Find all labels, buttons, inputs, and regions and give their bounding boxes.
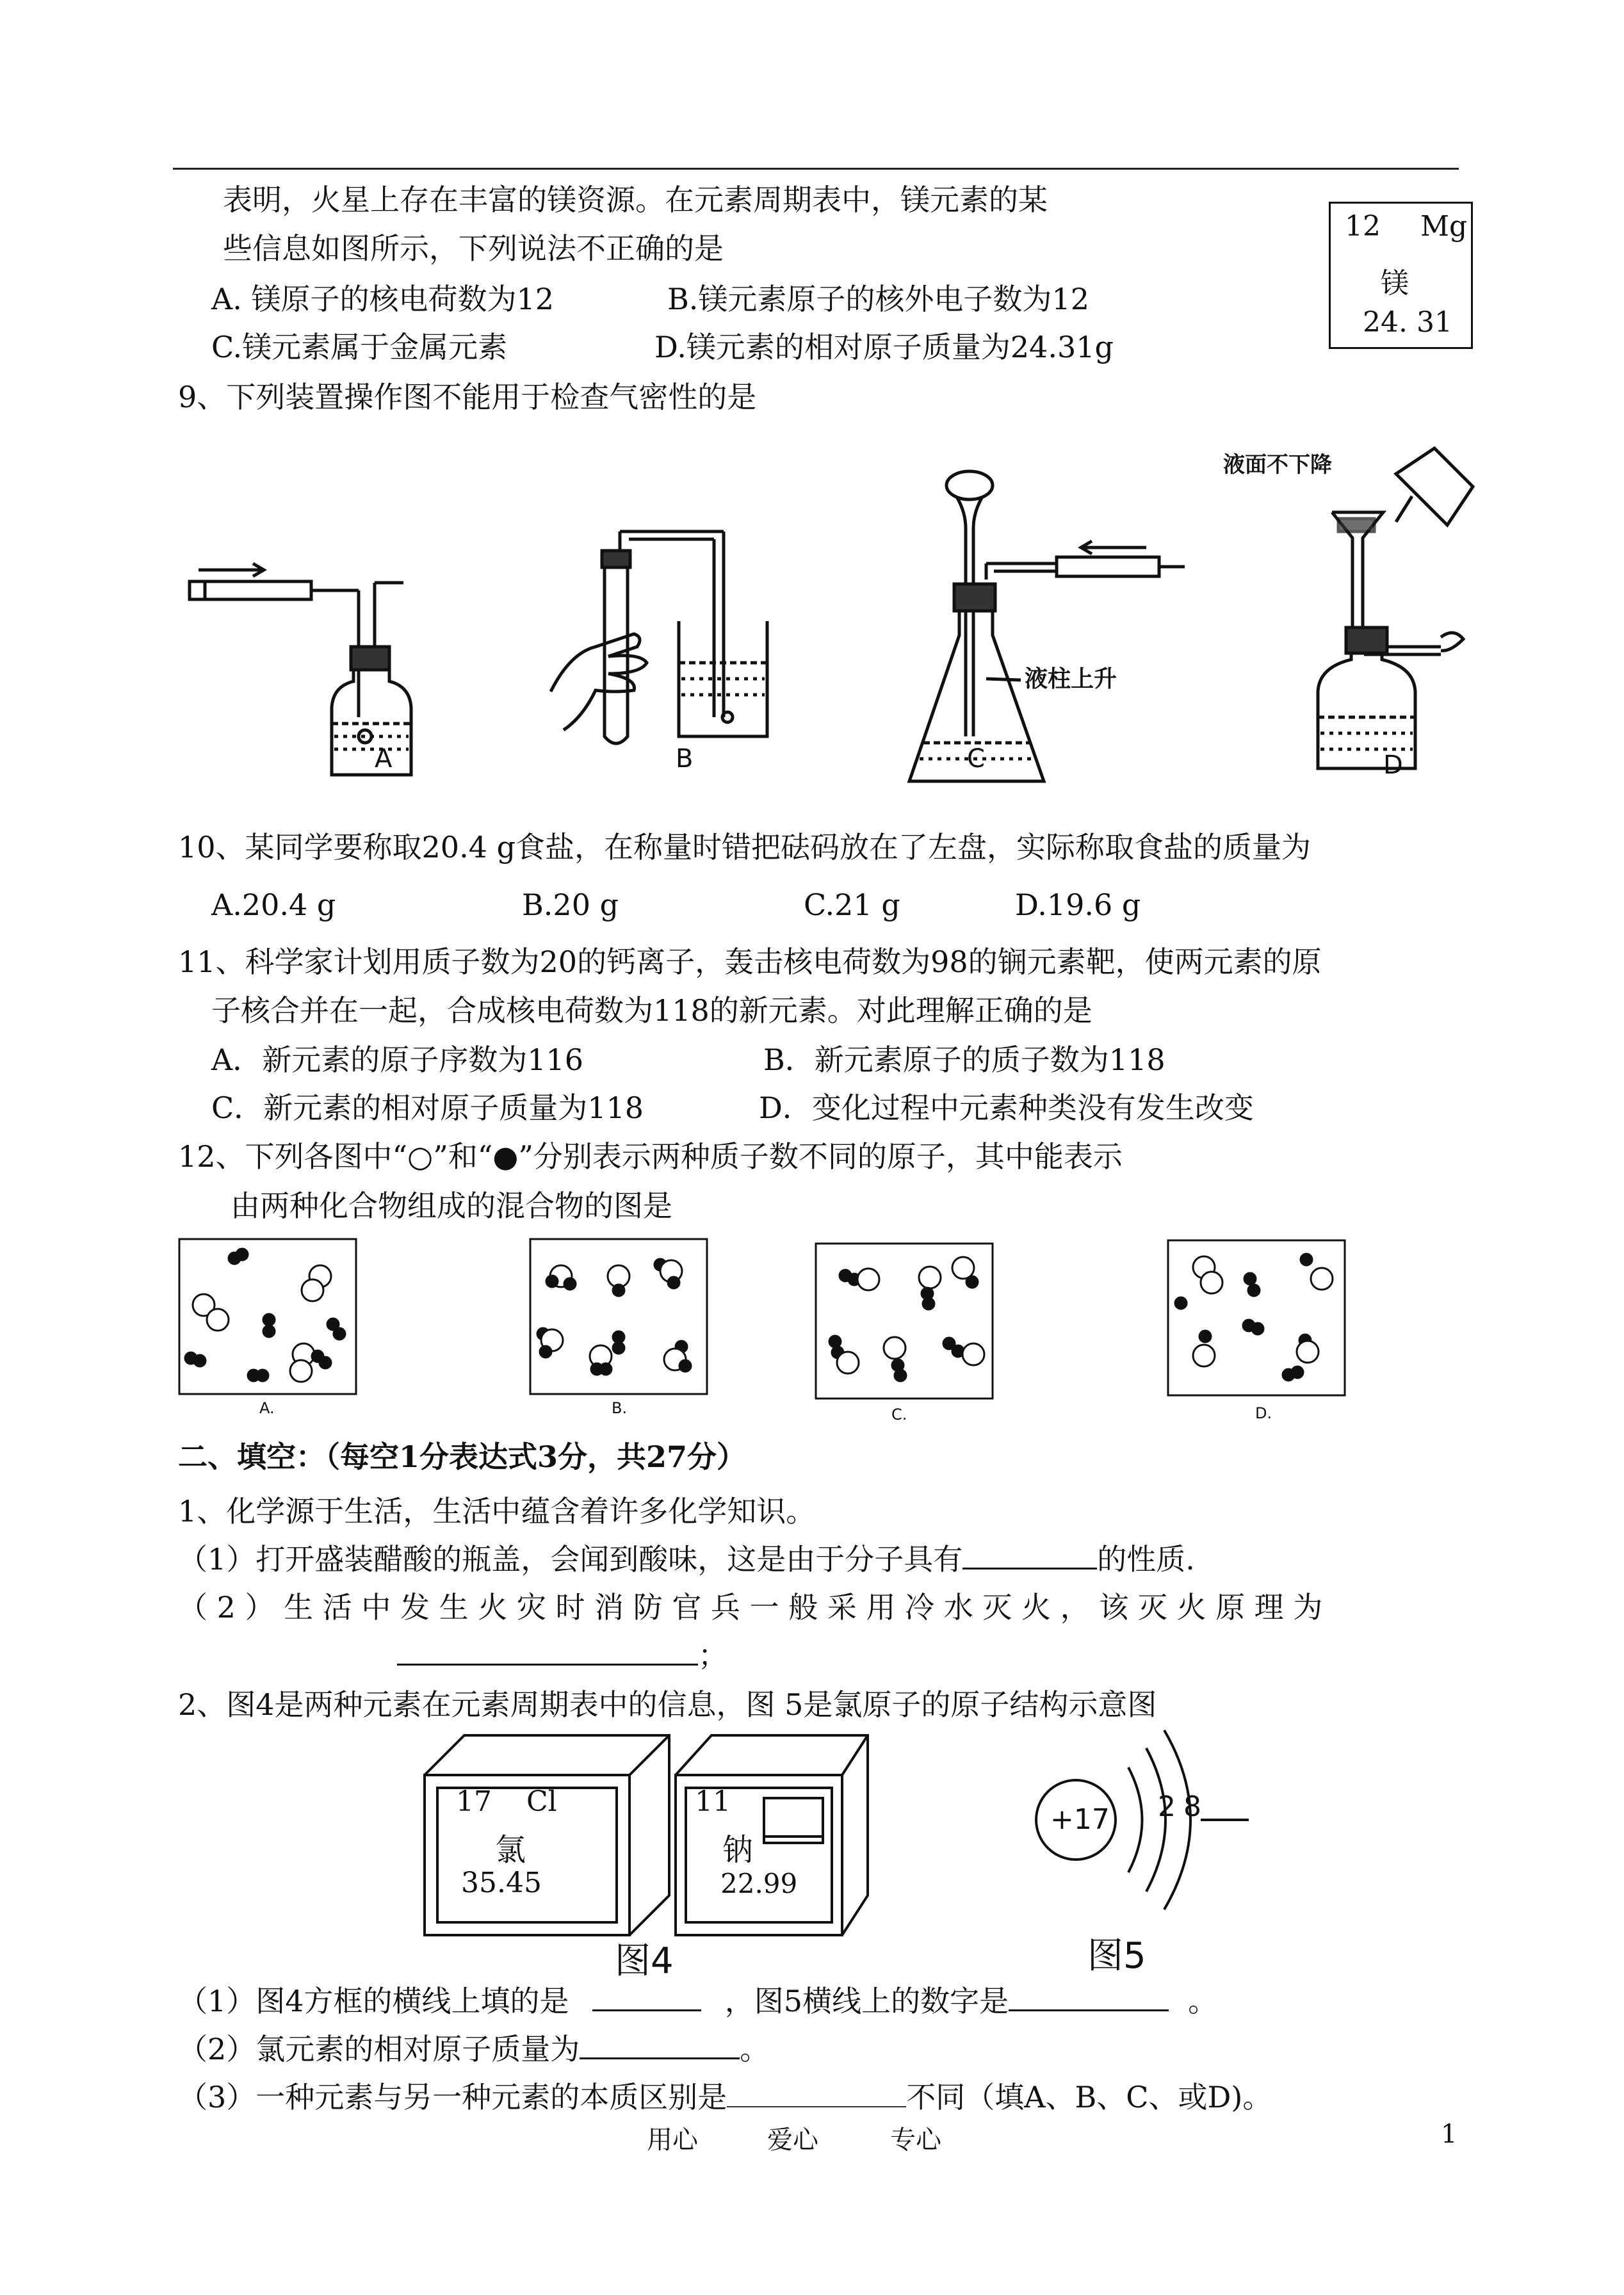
magnesium-element-box xyxy=(1329,202,1473,349)
s2-q2-part1-mid: ，图5横线上的数字是 xyxy=(724,1984,1009,2018)
particle-box-a xyxy=(178,1238,359,1397)
fig4-na-name: 钠 xyxy=(722,1832,754,1868)
apparatus-c-label: C xyxy=(967,744,985,774)
s2-q1-part2-blank[interactable] xyxy=(397,1638,698,1666)
q10-option-d: D.19.6 g xyxy=(1015,888,1141,922)
apparatus-c-note: 液柱上升 xyxy=(1025,666,1117,692)
apparatus-d-figure xyxy=(1294,435,1486,794)
mg-mass: 24. 31 xyxy=(1363,306,1452,339)
s2-q2-part3-end: 不同（填A、B、C、或D)。 xyxy=(906,2080,1272,2114)
footer-motto-3: 专心 xyxy=(890,2125,941,2155)
q8-option-b: B.镁元素原子的核外电子数为12 xyxy=(667,282,1089,316)
fig5-shell1: 2 xyxy=(1158,1790,1176,1823)
s2-q1-part2-end: ； xyxy=(698,1638,727,1673)
s2-q2-part1-end: 。 xyxy=(1188,1984,1218,2018)
s2-q1-part1 xyxy=(178,1540,1195,1578)
apparatus-a-label: A xyxy=(375,744,393,774)
figure4-caption: 图4 xyxy=(615,1940,674,1982)
apparatus-c-figure xyxy=(890,467,1198,794)
q8-line2: 些信息如图所示，下列说法不正确的是 xyxy=(223,231,724,266)
s2-q1-part1-blank[interactable] xyxy=(962,1542,1097,1569)
footer-motto-2: 爱心 xyxy=(767,2125,818,2155)
particle-box-b-label: B. xyxy=(612,1399,628,1417)
q8-line1: 表明，火星上存在丰富的镁资源。在元素周期表中，镁元素的某 xyxy=(223,182,1048,217)
s2-q1-stem: 1、化学源于生活，生活中蕴含着许多化学知识。 xyxy=(178,1494,816,1529)
q11-option-c: C．新元素的相对原子质量为118 xyxy=(211,1091,644,1125)
page-number: 1 xyxy=(1441,2120,1458,2149)
particle-box-c-label: C. xyxy=(891,1406,907,1423)
fig4-na-mass: 22.99 xyxy=(720,1868,798,1899)
particle-box-d-label: D. xyxy=(1255,1404,1272,1422)
s2-q2-part3-text: （3）一种元素与另一种元素的本质区别是 xyxy=(178,2080,727,2114)
s2-q2-part1-blank1[interactable] xyxy=(592,1984,701,2011)
fig4-na-number: 11 xyxy=(695,1785,731,1818)
s2-q1-part2: （ 2 ） 生 活 中 发 生 火 灾 时 消 防 官 兵 一 般 采 用 冷 水 灭 火 ， 该 灭 火 原 理 为 xyxy=(178,1590,1323,1625)
s2-q1-part2-answer xyxy=(397,1636,727,1675)
q11-option-d: D．变化过程中元素种类没有发生改变 xyxy=(759,1091,1254,1125)
figure5-caption: 图5 xyxy=(1087,1935,1146,1977)
particle-box-c xyxy=(815,1242,995,1401)
q11-option-a: A．新元素的原子序数为116 xyxy=(211,1042,584,1077)
q10-option-a: A.20.4 g xyxy=(211,888,336,922)
apparatus-b-label: B xyxy=(676,744,694,774)
q10-stem: 10、某同学要称取20.4 g食盐，在称量时错把砝码放在了左盘，实际称取食盐的质量为 xyxy=(178,830,1311,864)
s2-q2-part2-text: （2）氯元素的相对原子质量为 xyxy=(178,2032,580,2066)
s2-q2-part3-blank[interactable] xyxy=(727,2080,906,2107)
fig5-shell2: 8 xyxy=(1183,1790,1201,1823)
q10-option-c: C.21 g xyxy=(804,888,900,922)
s2-q2-part2 xyxy=(178,2030,769,2068)
fig4-cl-name: 氯 xyxy=(495,1832,526,1868)
fig4-cl-mass: 35.45 xyxy=(461,1867,542,1899)
s2-q2-part2-end: 。 xyxy=(740,2032,770,2066)
s2-q2-part1-blank2[interactable] xyxy=(1009,1984,1169,2011)
apparatus-a-figure xyxy=(186,544,455,800)
mg-symbol: Mg xyxy=(1420,210,1468,243)
apparatus-d-note: 液面不下降 xyxy=(1223,452,1332,478)
s2-q2-part3 xyxy=(178,2078,1272,2116)
mg-name: 镁 xyxy=(1381,267,1409,300)
s2-q2-stem: 2、图4是两种元素在元素周期表中的信息，图 5是氯原子的原子结构示意图 xyxy=(178,1687,1157,1722)
q9-stem: 9、下列装置操作图不能用于检查气密性的是 xyxy=(178,380,757,414)
apparatus-d-label: D xyxy=(1383,750,1403,780)
footer-motto-1: 用心 xyxy=(647,2125,698,2155)
s2-q2-part1 xyxy=(178,1982,1217,2020)
q12-line2: 由两种化合物组成的混合物的图是 xyxy=(231,1188,672,1223)
fig4-cl-number: 17 xyxy=(456,1785,492,1818)
particle-box-a-label: A. xyxy=(259,1399,275,1417)
q11-line2: 子核合并在一起，合成核电荷数为118的新元素。对此理解正确的是 xyxy=(211,993,1092,1028)
q12-line1: 12、下列各图中“○”和“●”分别表示两种质子数不同的原子，其中能表示 xyxy=(178,1139,1123,1174)
q10-option-b: B.20 g xyxy=(522,888,619,922)
particle-box-b xyxy=(529,1238,710,1397)
mg-number: 12 xyxy=(1345,210,1381,243)
fig5-nucleus: +17 xyxy=(1050,1803,1110,1836)
q11-option-b: B．新元素原子的质子数为118 xyxy=(763,1042,1165,1077)
q8-option-a: A. 镁原子的核电荷数为12 xyxy=(211,282,554,316)
q8-option-c: C.镁元素属于金属元素 xyxy=(211,330,508,364)
figure4-element-boxes xyxy=(419,1729,868,1959)
section2-title: 二、填空：（每空1分表达式3分，共27分） xyxy=(178,1439,747,1474)
particle-box-d xyxy=(1167,1239,1347,1398)
s2-q1-part1-text: （1）打开盛装醋酸的瓶盖，会闻到酸味，这是由于分子具有 xyxy=(178,1542,963,1577)
q8-option-d: D.镁元素的相对原子质量为24.31g xyxy=(654,330,1114,364)
q11-line1: 11、科学家计划用质子数为20的钙离子，轰击核电荷数为98的锎元素靶，使两元素的原 xyxy=(178,945,1322,979)
s2-q1-part1-tail: 的性质. xyxy=(1097,1542,1195,1577)
s2-q2-part2-blank[interactable] xyxy=(580,2032,740,2059)
header-rule xyxy=(173,168,1459,170)
s2-q2-part1-text: （1）图4方框的横线上填的是 xyxy=(178,1984,569,2018)
apparatus-b-figure xyxy=(532,525,800,794)
fig4-cl-symbol: Cl xyxy=(526,1785,557,1818)
